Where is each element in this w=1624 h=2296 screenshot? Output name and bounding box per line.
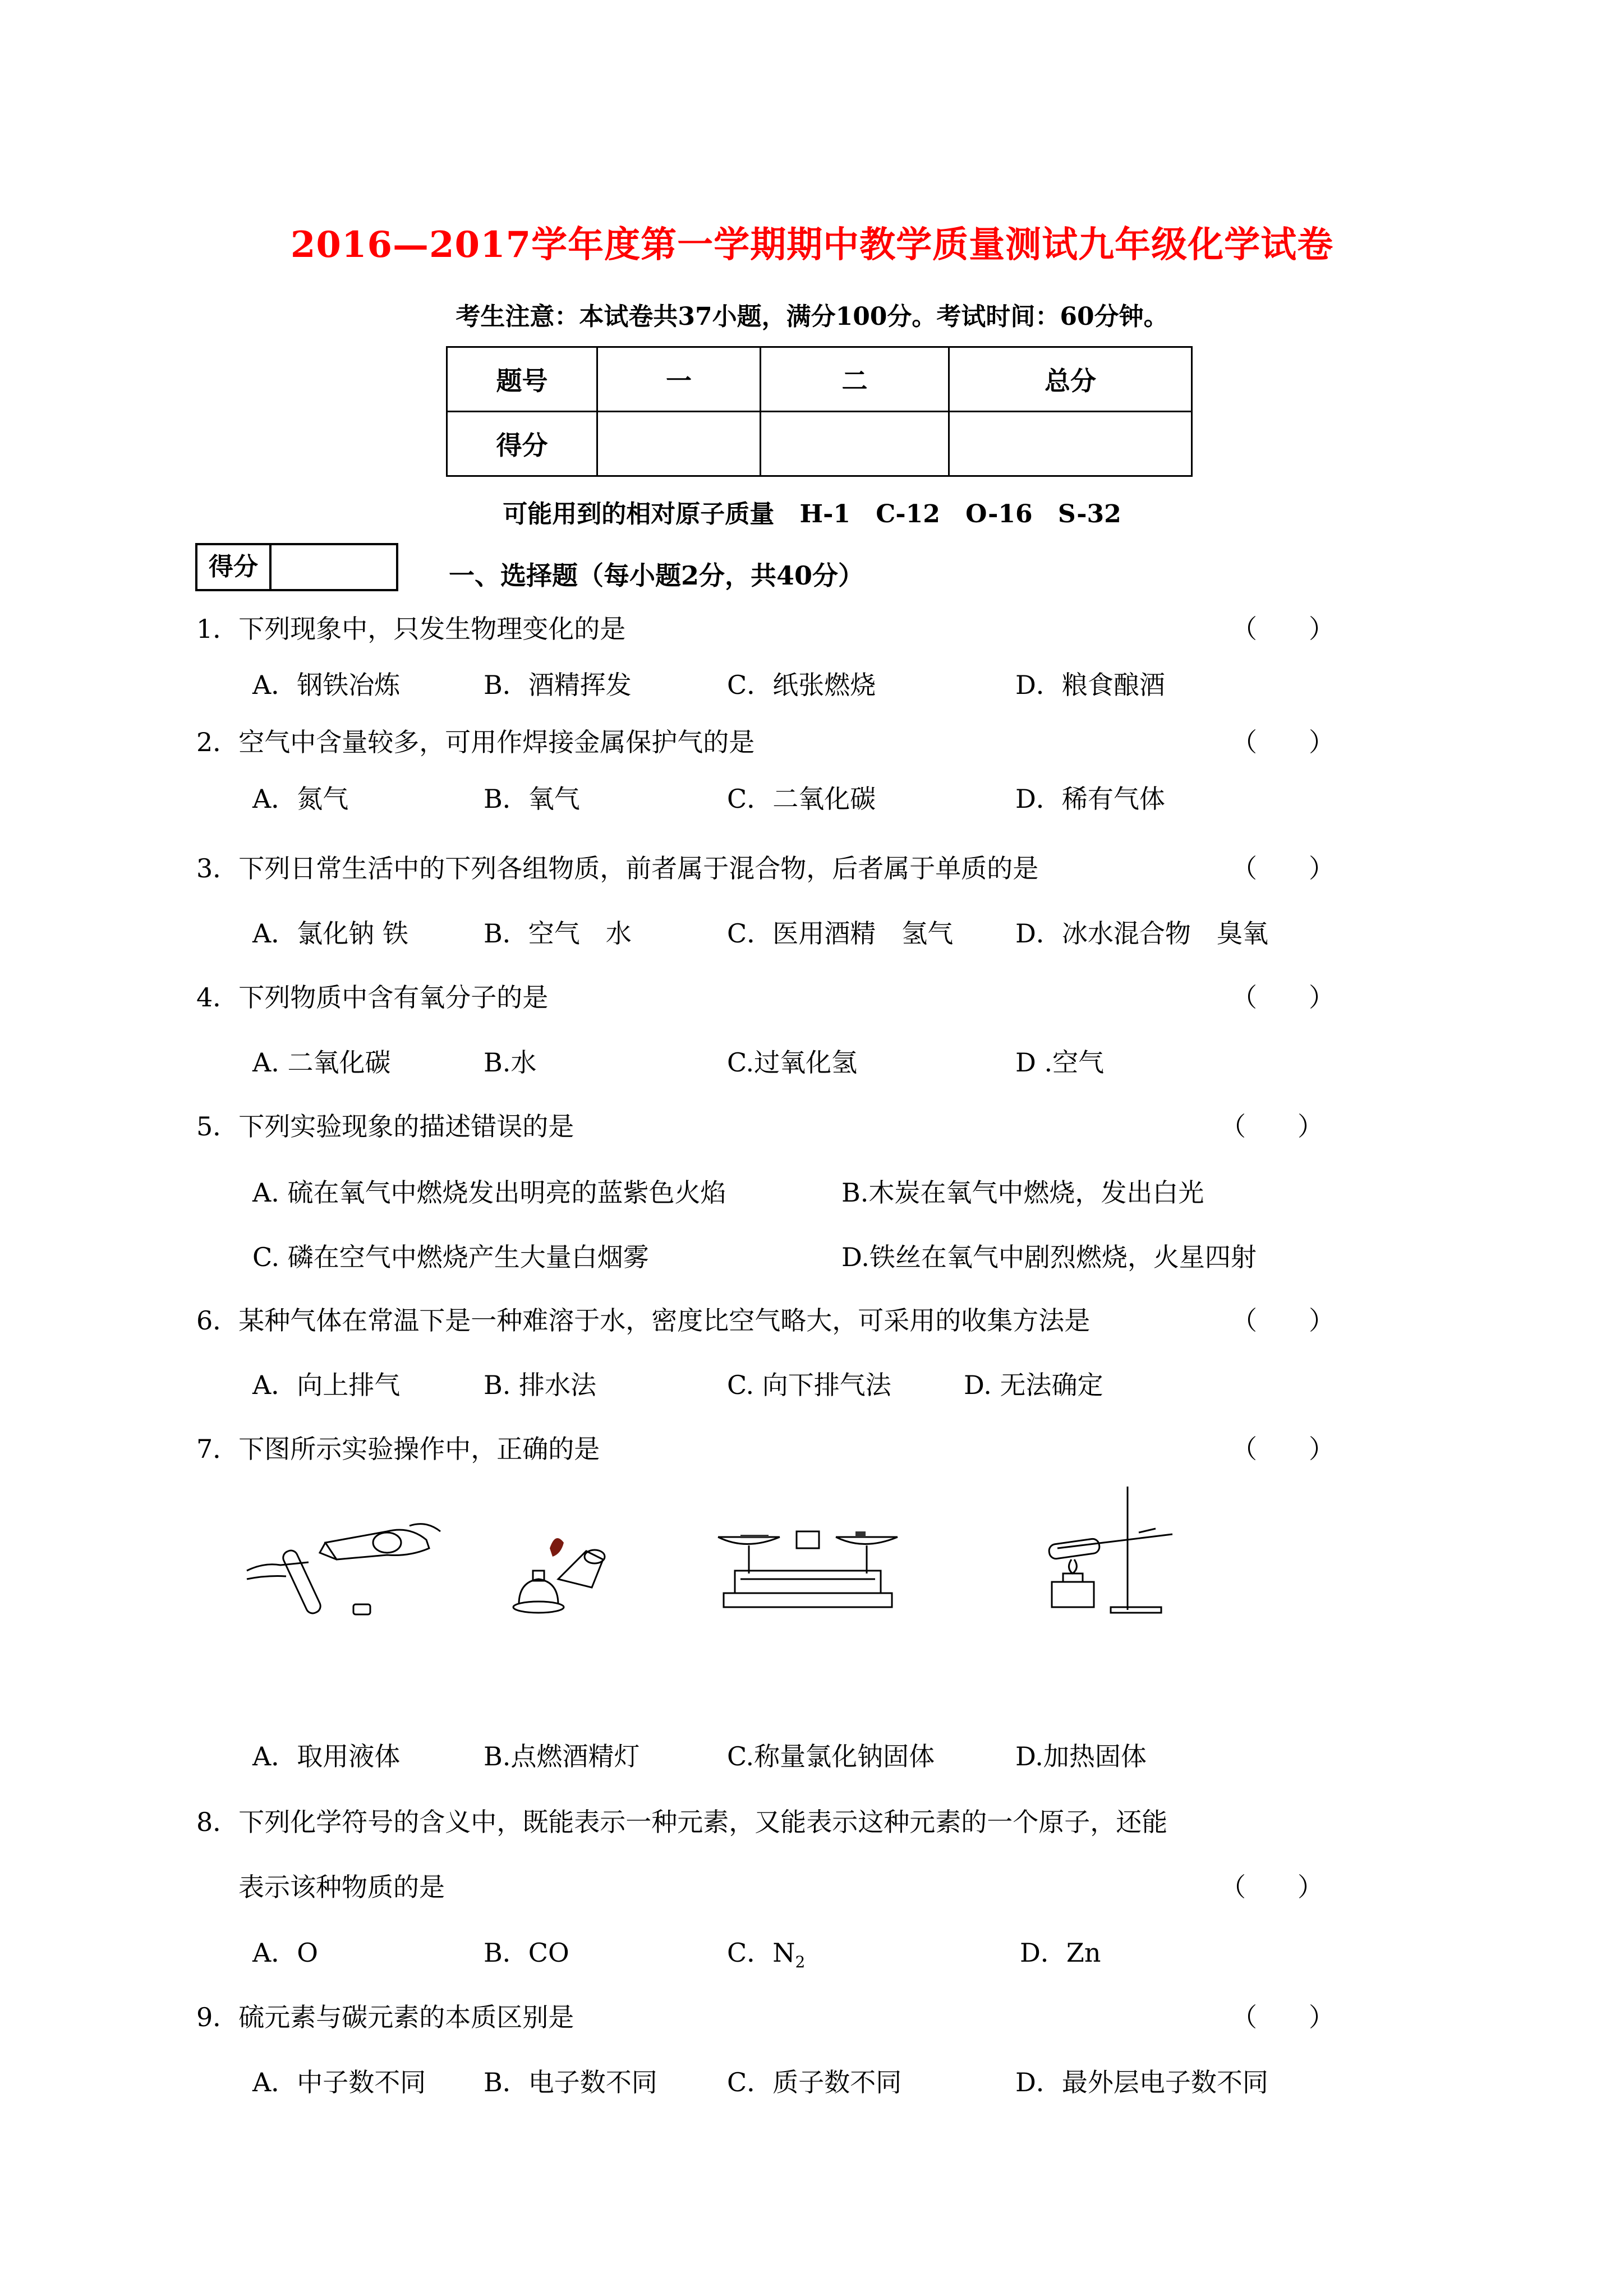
section-score-label: 得分 bbox=[197, 545, 272, 589]
exam-title: 2016—2017学年度第一学期期中教学质量测试九年级化学试卷 bbox=[290, 224, 1334, 266]
question-text: 某种气体在常温下是一种难溶于水，密度比空气略大，可采用的收集方法是 bbox=[238, 1305, 1091, 1336]
option[interactable]: A．氯化钠 铁 bbox=[252, 918, 408, 949]
question-number: 8． bbox=[196, 1807, 239, 1837]
answer-paren[interactable]: （ ） bbox=[1231, 614, 1335, 644]
option[interactable]: D．粮食酿酒 bbox=[1015, 670, 1165, 700]
option[interactable]: A. 二氧化碳 bbox=[252, 1047, 391, 1078]
score-table-header-row bbox=[447, 347, 1192, 412]
light-alcohol-lamp-icon bbox=[508, 1526, 620, 1616]
question-number: 5． bbox=[196, 1111, 239, 1142]
answer-paren[interactable]: （ ） bbox=[1220, 1111, 1323, 1142]
question-number: 1． bbox=[196, 614, 239, 644]
question-5 bbox=[196, 1106, 574, 1143]
question-number: 2． bbox=[196, 727, 239, 757]
option[interactable]: B．空气 水 bbox=[484, 918, 632, 949]
score-table-cell: 题号 bbox=[447, 347, 597, 412]
question-8 bbox=[196, 1802, 1167, 1839]
option[interactable]: A．取用液体 bbox=[252, 1741, 401, 1772]
option[interactable]: C．医用酒精 氢气 bbox=[727, 918, 954, 949]
option[interactable]: B.木炭在氧气中燃烧，发出白光 bbox=[841, 1177, 1204, 1208]
question-4 bbox=[196, 977, 548, 1014]
option[interactable]: B. 排水法 bbox=[484, 1370, 597, 1400]
question-text: 下列物质中含有氧分子的是 bbox=[238, 982, 549, 1013]
option[interactable]: C.过氧化氢 bbox=[727, 1047, 858, 1078]
question-number: 3． bbox=[196, 853, 239, 884]
answer-paren[interactable]: （ ） bbox=[1231, 853, 1335, 884]
pour-liquid-icon bbox=[241, 1509, 454, 1621]
question-9 bbox=[196, 1997, 574, 2034]
subscript: 2 bbox=[795, 1953, 806, 1971]
option[interactable]: D .空气 bbox=[1015, 1047, 1105, 1078]
score-table-blank[interactable] bbox=[597, 412, 761, 476]
option[interactable]: A．氮气 bbox=[252, 784, 349, 814]
option[interactable]: C．二氧化碳 bbox=[727, 784, 876, 814]
option[interactable]: C．质子数不同 bbox=[727, 2067, 902, 2097]
question-text: 硫元素与碳元素的本质区别是 bbox=[238, 2002, 574, 2032]
atomic-masses: 可能用到的相对原子质量 H-1 C-12 O-16 S-32 bbox=[503, 500, 1121, 528]
score-table bbox=[446, 346, 1193, 477]
score-table-cell: 一 bbox=[597, 347, 761, 412]
option[interactable]: D.铁丝在氧气中剧烈燃烧，火星四射 bbox=[841, 1242, 1257, 1272]
option[interactable]: A．中子数不同 bbox=[252, 2067, 426, 2097]
option[interactable]: D．Zn bbox=[1020, 1938, 1101, 1968]
answer-paren[interactable]: （ ） bbox=[1231, 727, 1335, 757]
section-1-title: 一、选择题（每小题2分，共40分） bbox=[449, 560, 864, 591]
question-number: 9． bbox=[196, 2002, 239, 2032]
option[interactable]: D．冰水混合物 臭氧 bbox=[1015, 918, 1268, 949]
question-text: 下列日常生活中的下列各组物质，前者属于混合物，后者属于单质的是 bbox=[238, 853, 1039, 884]
option[interactable]: A．钢铁冶炼 bbox=[252, 670, 401, 700]
answer-paren[interactable]: （ ） bbox=[1231, 2002, 1335, 2032]
option[interactable]: D．稀有气体 bbox=[1015, 784, 1165, 814]
option[interactable]: C. 向下排气法 bbox=[727, 1370, 891, 1400]
question-text: 空气中含量较多，可用作焊接金属保护气的是 bbox=[238, 727, 755, 757]
option[interactable]: B．氧气 bbox=[484, 784, 580, 814]
question-8-continued: 表示该种物质的是 bbox=[238, 1872, 445, 1902]
option[interactable]: B．CO bbox=[484, 1938, 569, 1968]
answer-paren[interactable]: （ ） bbox=[1220, 1872, 1323, 1902]
option[interactable]: C.称量氯化钠固体 bbox=[727, 1741, 935, 1772]
option[interactable]: D. 无法确定 bbox=[964, 1370, 1103, 1400]
question-2 bbox=[196, 722, 755, 759]
score-table-cell: 得分 bbox=[447, 412, 597, 476]
question-3 bbox=[196, 848, 1038, 885]
option[interactable]: A．O bbox=[252, 1938, 318, 1968]
answer-paren[interactable]: （ ） bbox=[1231, 1305, 1335, 1336]
question-6 bbox=[196, 1300, 1090, 1337]
question-1 bbox=[196, 609, 625, 646]
section-score-box bbox=[195, 543, 398, 591]
option[interactable]: A．向上排气 bbox=[252, 1370, 401, 1400]
option[interactable]: B．电子数不同 bbox=[484, 2067, 657, 2097]
question-text: 下列化学符号的含义中，既能表示一种元素，又能表示这种元素的一个原子，还能 bbox=[238, 1807, 1168, 1837]
score-table-blank[interactable] bbox=[761, 412, 949, 476]
score-table-cell: 总分 bbox=[949, 347, 1192, 412]
answer-paren[interactable]: （ ） bbox=[1231, 982, 1335, 1013]
score-table-blank[interactable] bbox=[949, 412, 1192, 476]
question-text: 下列实验现象的描述错误的是 bbox=[238, 1111, 574, 1142]
option[interactable]: C. 磷在空气中燃烧产生大量白烟雾 bbox=[252, 1242, 649, 1272]
option[interactable] bbox=[727, 1932, 805, 1971]
answer-paren[interactable]: （ ） bbox=[1231, 1434, 1335, 1464]
score-table-score-row bbox=[447, 412, 1192, 476]
option[interactable]: A. 硫在氧气中燃烧发出明亮的蓝紫色火焰 bbox=[252, 1177, 726, 1208]
option[interactable]: D.加热固体 bbox=[1015, 1741, 1147, 1772]
question-number: 7． bbox=[196, 1434, 239, 1464]
score-table-cell: 二 bbox=[761, 347, 949, 412]
option[interactable]: B.点燃酒精灯 bbox=[484, 1741, 640, 1772]
question-7 bbox=[196, 1429, 600, 1466]
balance-scale-icon bbox=[712, 1520, 903, 1616]
heating-test-tube-icon bbox=[1027, 1481, 1195, 1616]
option-text: C．N bbox=[727, 1938, 795, 1968]
question-number: 4． bbox=[196, 982, 239, 1013]
question-text: 下图所示实验操作中，正确的是 bbox=[238, 1434, 600, 1464]
option[interactable]: B．酒精挥发 bbox=[484, 670, 632, 700]
option[interactable]: D．最外层电子数不同 bbox=[1015, 2067, 1268, 2097]
exam-notice: 考生注意：本试卷共37小题，满分100分。考试时间：60分钟。 bbox=[456, 302, 1168, 331]
question-number: 6． bbox=[196, 1305, 239, 1336]
option[interactable]: B.水 bbox=[484, 1047, 537, 1078]
option[interactable]: C．纸张燃烧 bbox=[727, 670, 876, 700]
question-text: 下列现象中，只发生物理变化的是 bbox=[238, 614, 626, 644]
